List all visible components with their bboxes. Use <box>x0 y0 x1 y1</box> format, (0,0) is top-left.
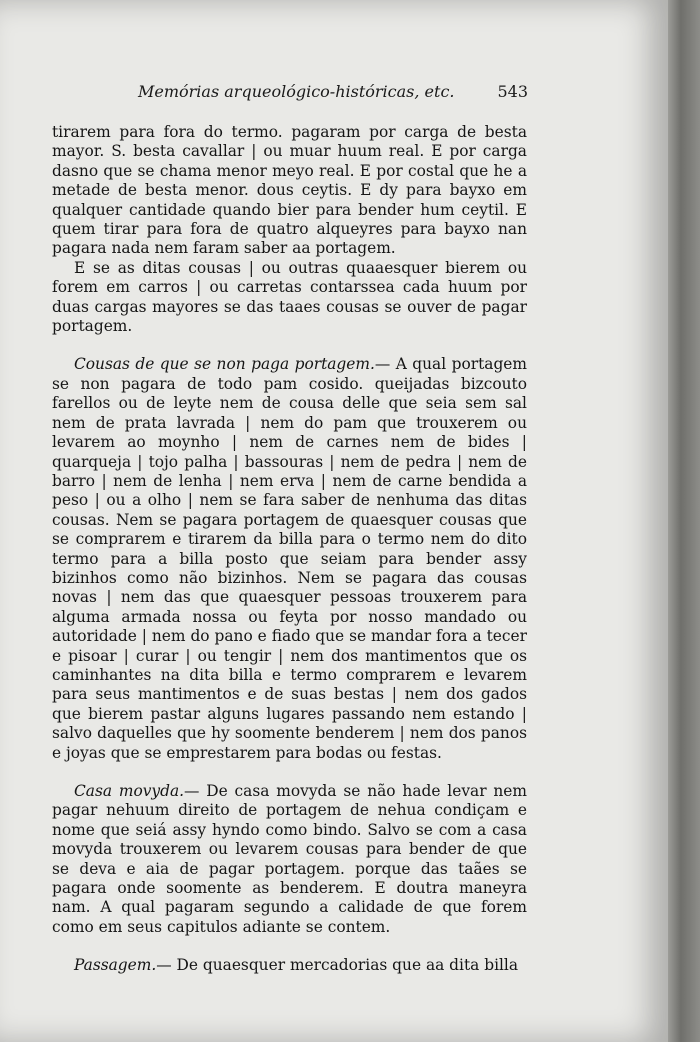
running-header <box>138 82 528 101</box>
paragraph-text: tirarem para fora do termo. pagaram por carga de besta mayor. S. besta cavallar | ou muar huum real. E por carga dasno que se chama menor meyo real. E por costal que he a metade de besta menor. dous ceytis. E dy para bayxo em qualquer cantidade quando bier para bender hum ceytil. E quem tirar para fora de quatro alqueyres para bayxo nan pagara nada nem faram saber aa portagem. <box>52 123 527 258</box>
page-edge-shadow <box>668 0 700 1042</box>
paragraph-text: — De quaesquer mercadorias que aa dita billa <box>156 956 519 975</box>
body-text <box>52 123 527 976</box>
paragraph-4 <box>52 782 527 937</box>
section-rubric: Passagem. <box>74 956 157 975</box>
paragraph-1 <box>52 123 527 259</box>
section-rubric: Casa movyda. <box>74 782 185 800</box>
running-title: Memórias arqueológico-históricas, etc. <box>138 82 455 101</box>
paragraph-text: — De casa movyda se não hade levar nem pagar nehuum direito de portagem de nehua condiçam e nome que seiá assy hyndo como bindo. Salvo se com a casa movyda trouxerem ou levarem cousas para bender de que se deva e aia de pagar portagem. porque das taães se pagara onde soomente as benderem. E doutra maneyra nam. A qual pagaram segundo a calidade de que forem como em seus capitulos adiante se contem. <box>52 782 528 936</box>
paragraph-text: — A qual portagem se non pagara de todo pam cosido. queijadas bizcouto farellos ou de leyte nem de cousa delle que seia sem sal nem de prata lavrada | nem do pam que trouxerem ou levarem ao moynho | nem de carnes nem de bides | quarqueja | tojo palha | bassouras | nem de pedra | nem de barro | nem de lenha | nem erva | nem de carne bendida a peso | ou a olho | nem se fara saber de nenhuma das ditas cousas. Nem se pagara portagem de quaesquer cousas que se comprarem e tirarem da billa para o termo nem do dito termo para a billa posto que seiam para bender assy bizinhos como não bizinhos. Nem se pagara das cousas novas | nem das que quaesquer pessoas trouxerem para alguma armada nossa ou feyta por nosso mandado ou autoridade | nem do pano e fiado que se mandar fora a tecer e pisoar | curar | ou tengir | nem dos mantimentos que os caminhantes na dita billa e termo comprarem e levarem para seus mantimentos e de suas bestas | nem dos gados que bierem pastar alguns lugares passando nem estando | salvo daquelles que hy soomente benderem | nem dos panos e joyas que se emprestarem para bodas ou festas. <box>52 355 527 762</box>
paragraph-2 <box>52 259 527 337</box>
section-rubric: Cousas de que se non paga portagem. <box>74 355 375 374</box>
paragraph-3 <box>52 355 527 763</box>
paragraph-5 <box>52 956 527 975</box>
page-number: 543 <box>497 82 528 101</box>
paragraph-text: E se as ditas cousas | ou outras quaaesquer bierem ou forem em carros | ou carretas contarssea cada huum por duas cargas mayores se das taaes cousas se ouver de pagar portagem. <box>52 258 527 336</box>
